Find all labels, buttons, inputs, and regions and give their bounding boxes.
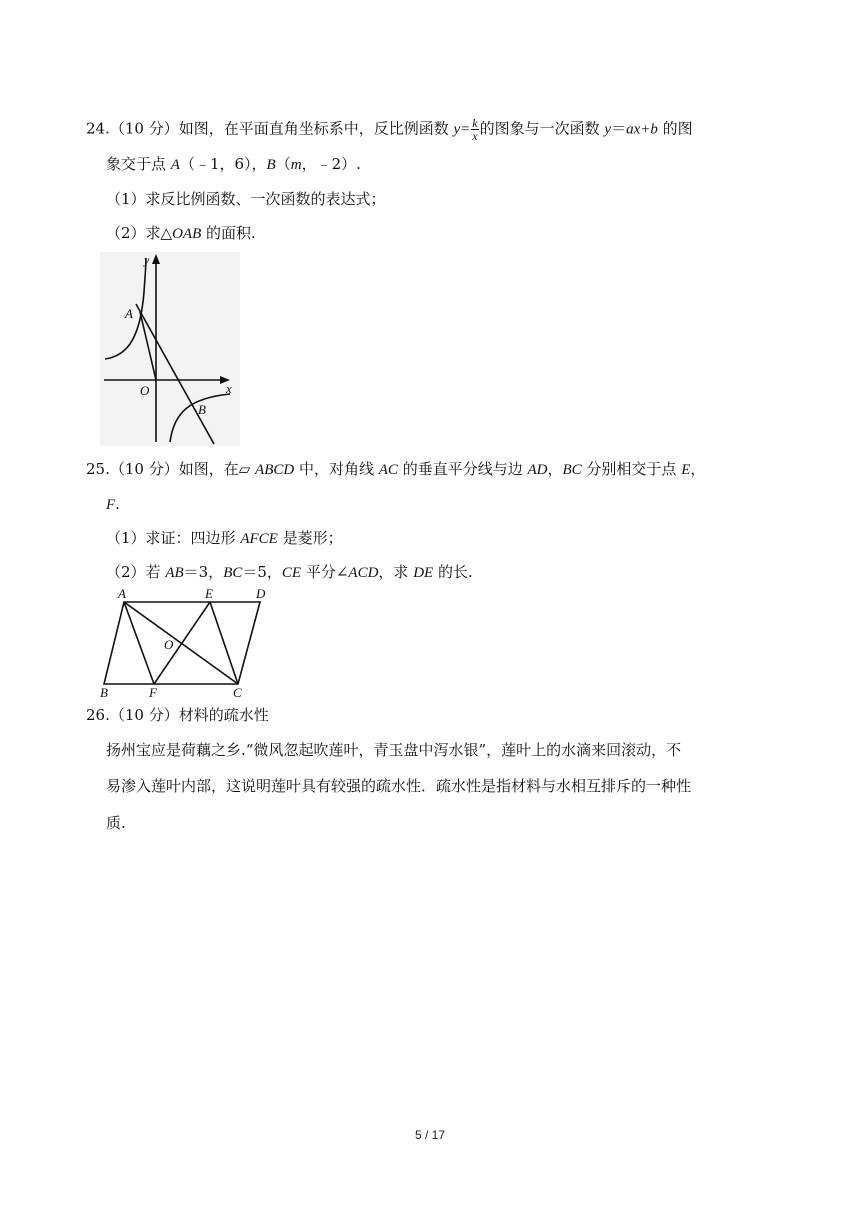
- q25-score: （10 分）: [109, 460, 179, 478]
- q24-point-b: B: [266, 157, 276, 173]
- segment-af: [124, 602, 154, 684]
- label-d: D: [256, 586, 266, 601]
- q25-sub2-text: 的长.: [433, 563, 473, 581]
- label-o: O: [140, 383, 150, 398]
- q25-text: 如图，在▱: [178, 460, 256, 478]
- q24-point-a-coord: （﹣1，6），: [179, 155, 267, 173]
- q24-line2: [106, 154, 361, 175]
- q25-ad: AD: [527, 462, 548, 478]
- segment-ef: [154, 602, 210, 684]
- label-a: A: [125, 306, 133, 321]
- q24-text: 的图象与一次函数: [479, 119, 605, 138]
- q24-frac-den: x: [472, 129, 478, 143]
- q24-text: 的图: [657, 119, 693, 138]
- q26-line1: [86, 705, 269, 725]
- q24-sub1-text: （1）求反比例函数、一次函数的表达式；: [106, 190, 386, 208]
- diagonal-ac: [124, 602, 238, 684]
- q26-paragraph-text: 易渗入莲叶内部，这说明莲叶具有较强的疏水性．疏水性是指材料与水相互排斥的一种性: [106, 777, 692, 795]
- label-f: F: [149, 685, 157, 700]
- label-a: A: [118, 586, 126, 601]
- segment-ec: [210, 602, 238, 684]
- q25-sub2-text: ＝5，: [242, 563, 282, 581]
- q25-abcd: ABCD: [255, 462, 295, 478]
- q24-lin-eq: ＝: [611, 119, 627, 138]
- q26-para-line2: [106, 776, 691, 796]
- q25-text: 分别相交于点: [581, 460, 682, 478]
- q26-paragraph-text: 质.: [106, 814, 126, 832]
- q26-para-line1: [106, 740, 681, 760]
- q24-frac-num: k: [472, 116, 478, 130]
- q25-bc: BC: [223, 565, 243, 581]
- label-e: E: [205, 586, 213, 601]
- q26-para-line3: [106, 813, 126, 833]
- label-o: O: [164, 637, 174, 652]
- q24-text: 象交于点: [106, 155, 171, 173]
- q24-sub2-text: （2）求△: [106, 224, 173, 242]
- label-b: B: [198, 402, 206, 417]
- label-y: y: [144, 253, 150, 267]
- q24-sub1: [106, 189, 386, 209]
- q25-acd: ACD: [348, 565, 379, 581]
- q24-point-b-m: m: [290, 157, 302, 173]
- q25-bc: BC: [562, 462, 582, 478]
- q25-text: ，: [690, 460, 706, 478]
- q24-lin-y: y: [604, 121, 612, 138]
- q24-lin-rhs: ax+b: [626, 121, 658, 138]
- q25-number: 25.: [86, 460, 110, 478]
- q25-e: E: [681, 462, 691, 478]
- q24-figure-background: [100, 252, 240, 446]
- q24-figure: [100, 252, 240, 446]
- q25-sub2-text: ，求: [378, 563, 414, 581]
- q26-number: 26.: [86, 706, 110, 724]
- q25-sub2-text: （2）若: [106, 563, 166, 581]
- q26-title: 材料的疏水性: [178, 706, 269, 724]
- q24-y-eq: y=: [453, 121, 471, 138]
- q24-line1: [86, 117, 693, 142]
- q24-text: （: [275, 155, 291, 173]
- q24-score: （10 分）: [109, 119, 179, 138]
- q24-sub2: [106, 223, 256, 244]
- q25-de: DE: [413, 565, 434, 581]
- q25-sub2-text: ＝3，: [183, 563, 224, 581]
- q25-sub2: [106, 562, 473, 583]
- q26-score: （10 分）: [109, 706, 179, 724]
- q25-text: ，: [547, 460, 563, 478]
- q24-point-a: A: [170, 157, 180, 173]
- q24-text: ，﹣2）.: [301, 155, 361, 173]
- q25-f: F: [106, 497, 116, 513]
- q25-sub1-text: 是菱形；: [277, 529, 343, 547]
- label-b: B: [100, 685, 108, 700]
- q25-line2: [106, 494, 120, 515]
- q25-text: 的垂直平分线与边: [397, 460, 528, 478]
- q25-line1: [86, 459, 705, 480]
- page-number: 5 / 17: [414, 1128, 446, 1142]
- q25-text: .: [115, 495, 120, 513]
- q25-figure: [98, 584, 278, 700]
- q25-sub1-text: （1）求证：四边形: [106, 529, 241, 547]
- q25-ce: CE: [281, 565, 302, 581]
- q25-sub2-text: 平分∠: [301, 563, 349, 581]
- q24-triangle-name: OAB: [172, 226, 202, 242]
- label-x: x: [226, 381, 232, 396]
- q25-text: 中，对角线: [294, 460, 379, 478]
- label-c: C: [233, 685, 242, 700]
- q24-fraction: [471, 117, 478, 142]
- q25-ac: AC: [378, 462, 398, 478]
- q25-sub1: [106, 528, 343, 549]
- q26-paragraph-text: 扬州宝应是荷藕之乡.“微风忽起吹莲叶，青玉盘中泻水银”，莲叶上的水滴来回滚动，不: [106, 741, 682, 759]
- q24-text: 如图，在平面直角坐标系中，反比例函数: [178, 119, 454, 138]
- q25-afce: AFCE: [240, 531, 278, 547]
- q24-number: 24.: [86, 119, 110, 138]
- q24-sub2-text: 的面积.: [201, 224, 256, 242]
- q25-ab: AB: [165, 565, 184, 581]
